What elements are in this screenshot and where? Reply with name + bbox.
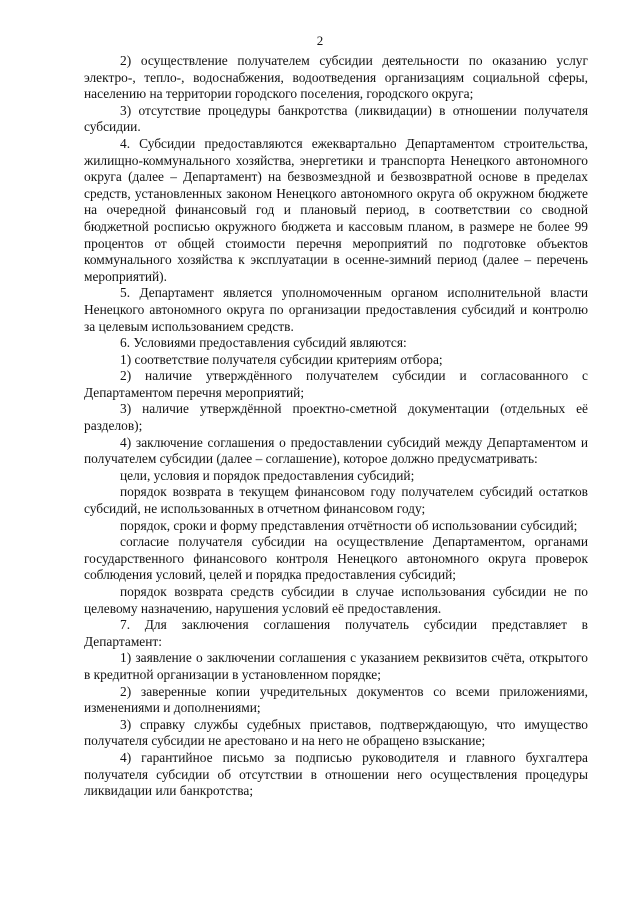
condition-1: 1) соответствие получателя субсидии критериям отбора; (120, 351, 443, 367)
paragraph-6-conditions: 6. Условиями предоставления субсидий являются: (120, 335, 407, 351)
document-item-1-application: 1) заявление о заключении соглашения с указанием реквизитов счёта, открытого в кредитной организации в установленном порядке; (84, 650, 588, 682)
paragraph-7-documents: 7. Для заключения соглашения получатель субсидии представляет в Департамент: (84, 617, 588, 649)
agreement-clause-return-remainders: порядок возврата в текущем финансовом году получателем субсидий остатков субсидий, не использованных в отчетном финансовом году; (84, 484, 588, 517)
agreement-clause-goals: цели, условия и порядок предоставления субсидий; (120, 467, 415, 483)
paragraph-4-subsidies: 4. Субсидии предоставляются ежеквартально Департаментом строительства, жилищно-коммунального хозяйства, энергетики и транспорта Ненецкого автономного округа (далее – Департамент) на безвозмездной и безвозвратной основе в пределах средств, установленных законом Ненецкого автономного округа об окружном бюджете на очередной финансовый год и плановый период, в соответствии со сводной бюджетной росписью окружного бюджета и кассовым планом, в размере не более 99 процентов от общей стоимости перечня мероприятий по подготовке объектов коммунального хозяйства к эксплуатации в осенне-зимний период (далее – перечень мероприятий). (84, 135, 588, 284)
paragraph-5-department: 5. Департамент является уполномоченным органом исполнительной власти Ненецкого автономного округа по организации предоставления субсидий и контролю за целевым использованием средств. (84, 285, 588, 334)
document-item-2-charter-copies: 2) заверенные копии учредительных документов со всеми приложениями, изменениями и дополнениями; (84, 683, 588, 716)
document-item-3-bailiff-certificate: 3) справку службы судебных приставов, подтверждающую, что имущество получателя субсидии не арестовано и на него не обращено взыскание; (84, 716, 588, 749)
page-number: 2 (316, 33, 324, 48)
agreement-clause-reporting: порядок, сроки и форму представления отчётности об использовании субсидий; (120, 517, 578, 533)
document-item-4-guarantee-letter: 4) гарантийное письмо за подписью руководителя и главного бухгалтера получателя субсидии об отсутствии в отношении него осуществления процедуры ликвидации или банкротства; (84, 749, 588, 799)
condition-2: 2) наличие утверждённого получателем субсидии и согласованного с Департаментом перечня мероприятий; (84, 368, 588, 400)
paragraph-item-2-services: 2) осуществление получателем субсидии деятельности по оказанию услуг электро-, тепло-, водоснабжения, водоотведения организациям социальной сферы, населению на территории городского поселения, городского округа; (84, 53, 588, 102)
agreement-clause-consent-audit: согласие получателя субсидии на осуществление Департаментом, органами государственного финансового контроля Ненецкого автономного округа проверок соблюдения условий, целей и порядка предоставления субсидий; (84, 534, 588, 583)
paragraph-item-3-no-bankruptcy: 3) отсутствие процедуры банкротства (ликвидации) в отношении получателя субсидии. (84, 102, 588, 135)
condition-3: 3) наличие утверждённой проектно-сметной документации (отдельных её разделов); (84, 401, 588, 434)
document-body (84, 53, 588, 800)
condition-4: 4) заключение соглашения о предоставлении субсидий между Департаментом и получателем субсидии (далее – соглашение), которое должно предусматривать: (84, 434, 588, 467)
agreement-clause-return-misuse: порядок возврата средств субсидии в случае использования субсидии не по целевому назначению, нарушения условий её предоставления. (84, 584, 588, 616)
